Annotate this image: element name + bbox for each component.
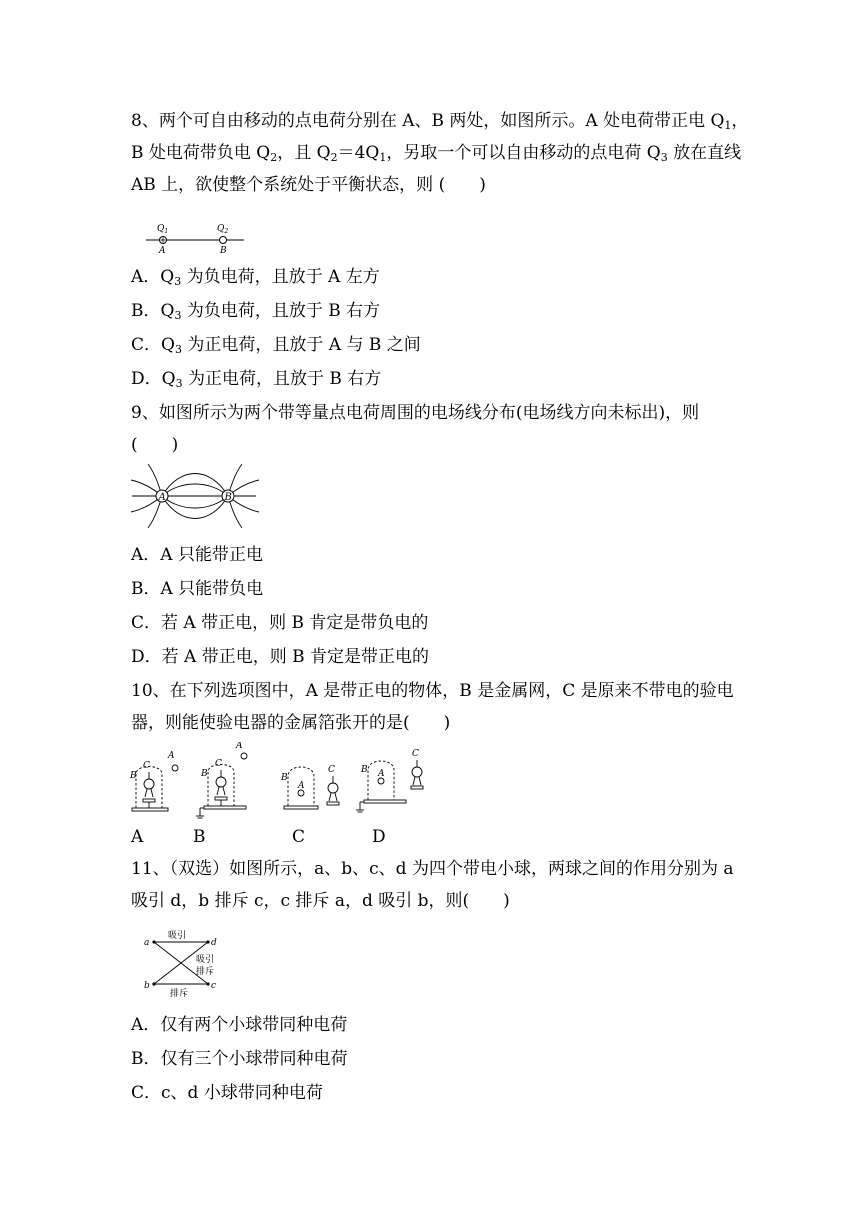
q9-figure — [128, 462, 260, 532]
svg-text:吸引: 吸引 — [196, 955, 215, 965]
svg-text:B: B — [201, 769, 208, 779]
q8-q1-label: $Q_1$ — [157, 224, 169, 235]
q9-b-label: B — [224, 492, 232, 503]
q10-option-c-label: C — [292, 827, 306, 847]
q8-b-label: B — [220, 246, 227, 256]
svg-text:B: B — [361, 765, 368, 775]
q10-option-a-label: A — [131, 827, 144, 847]
q11-figure — [140, 924, 230, 1000]
q11-option-b: B．仅有三个小球带同种电荷 — [131, 1049, 348, 1069]
q8-option-a: A．$Q_3$ 为负电荷，且放于 A 左方 — [131, 267, 380, 288]
svg-text:A: A — [378, 769, 385, 779]
q11-stem-line2: 吸引 d，b 排斥 c，c 排斥 a，d 吸引 b，则( ) — [131, 891, 510, 911]
q8-option-b: B．$Q_3$ 为负电荷，且放于 B 右方 — [131, 301, 381, 322]
q8-charge-b — [220, 237, 227, 244]
q8-option-c: C．$Q_3$ 为正电荷，且放于 A 与 B 之间 — [131, 335, 421, 356]
q10-option-b-label: B — [193, 827, 206, 847]
svg-text:C: C — [143, 761, 150, 771]
svg-text:排斥: 排斥 — [170, 989, 189, 999]
q11-option-c: C．c、d 小球带同种电荷 — [131, 1083, 323, 1103]
q8-q2-label: $Q_2$ — [217, 224, 229, 235]
q10-figure — [128, 742, 438, 820]
svg-text:C: C — [328, 765, 335, 775]
svg-text:A: A — [236, 742, 243, 751]
svg-text:d: d — [211, 938, 217, 948]
q10-option-d-label: D — [372, 827, 386, 847]
svg-text:C: C — [412, 749, 419, 759]
q11-option-a: A．仅有两个小球带同种电荷 — [131, 1015, 348, 1035]
q8-stem-line2: B 处电荷带负电 $Q_2$，且 $Q_2=4Q_1$，另取一个可以自由移动的点电荷 $Q_3$ 放在直线 — [131, 143, 742, 164]
q8-stem-line1: 8、两个可自由移动的点电荷分别在 A、B 两处，如图所示。A 处电荷带正电 $Q_1$， — [131, 111, 749, 132]
svg-text:A: A — [298, 781, 305, 791]
svg-text:c: c — [211, 981, 217, 991]
svg-text:排斥: 排斥 — [196, 967, 215, 977]
q8-figure — [140, 218, 250, 258]
q9-stem-line1: 9、如图所示为两个带等量点电荷周围的电场线分布(电场线方向未标出)，则 — [131, 403, 700, 423]
q8-option-d: D．$Q_3$ 为正电荷，且放于 B 右方 — [131, 369, 382, 390]
q8-a-label: A — [159, 246, 166, 256]
svg-text:a: a — [144, 938, 150, 948]
q8-stem-line3: AB 上，欲使整个系统处于平衡状态，则 ( ) — [131, 175, 486, 195]
q10-stem-line1: 10、在下列选项图中，A 是带正电的物体，B 是金属网，C 是原来不带电的验电 — [131, 681, 734, 701]
q9-option-d: D．若 A 带正电，则 B 肯定是带正电的 — [131, 647, 430, 667]
q9-option-a: A．A 只能带正电 — [131, 545, 263, 565]
q9-option-b: B．A 只能带负电 — [131, 579, 264, 599]
q11-stem-line1: 11、（双选）如图所示，a、b、c、d 为四个带电小球，两球之间的作用分别为 a — [131, 859, 734, 879]
svg-text:吸引: 吸引 — [168, 931, 187, 941]
svg-text:A: A — [168, 751, 175, 761]
svg-text:B: B — [281, 773, 288, 783]
svg-text:B: B — [130, 771, 137, 781]
q9-a-label: A — [158, 492, 166, 503]
q10-panel-a — [132, 765, 178, 811]
svg-text:b: b — [144, 981, 150, 991]
q9-option-c: C．若 A 带正电，则 B 肯定是带负电的 — [131, 613, 429, 633]
q9-field-lines — [131, 464, 259, 528]
q10-stem-line2: 器，则能使验电器的金属箔张开的是( ) — [131, 713, 451, 733]
q9-stem-line2: ( ) — [131, 435, 179, 455]
svg-text:C: C — [215, 759, 222, 769]
